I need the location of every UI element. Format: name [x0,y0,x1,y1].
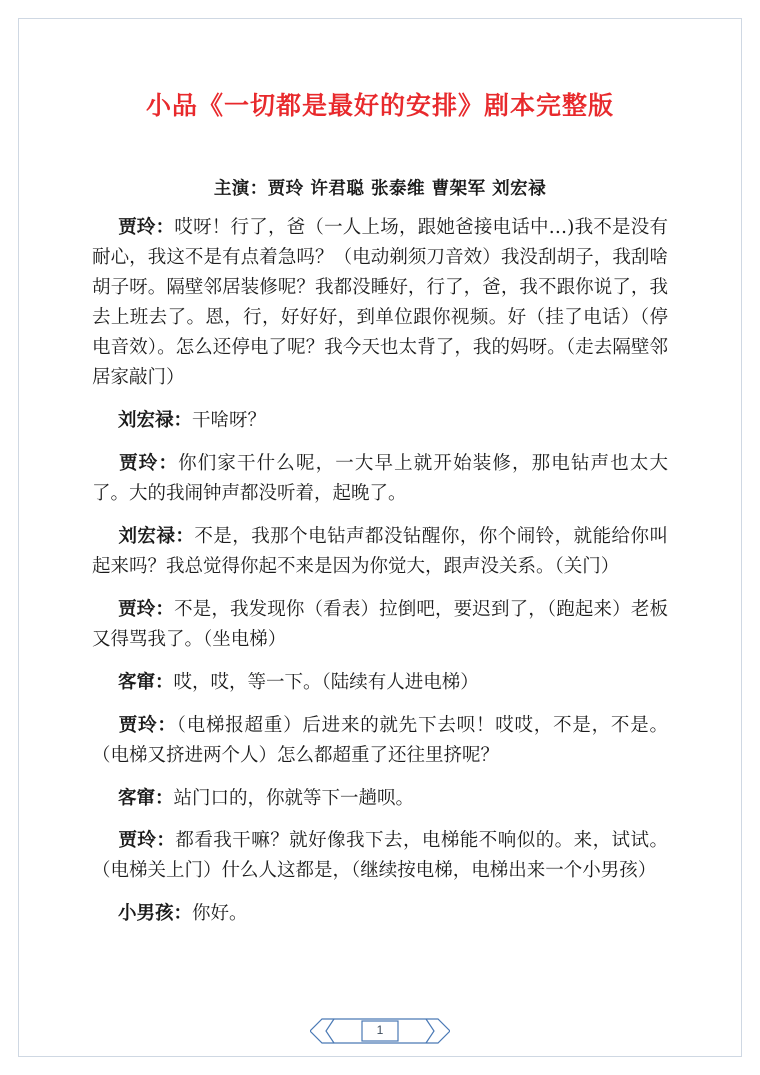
speaker-separator: ： [155,787,174,809]
page-title: 小品《一切都是最好的安排》剧本完整版 [145,91,614,120]
line-text: 站门口的，你就等下一趟呗。 [173,787,415,809]
cast-line: 主演：贾玲 许君聪 张泰维 曹架军 刘宏禄 [213,179,547,199]
speaker-separator: ： [175,525,195,547]
script-line [92,784,668,814]
line-text: 不是，我那个电钻声都没钻醒你，你个闹铃，就能给你叫起来吗？我总觉得你起不来是因为你觉大，跟声没关系。（关门） [92,525,668,577]
page-footer [0,1009,760,1049]
speaker-name: 刘宏禄 [118,409,174,431]
script-line [92,711,668,771]
speaker-separator: ： [155,598,175,620]
speaker-name: 小男孩 [118,903,174,925]
script-line [92,406,668,436]
script-line [92,213,668,393]
speaker-name: 贾玲 [118,714,158,736]
line-text: 干啥呀？ [192,409,267,431]
speaker-separator: ： [155,217,175,238]
document-content [92,70,668,929]
script-line [92,595,668,655]
speaker-separator: ： [157,714,177,736]
line-text: 你们家干什么呢，一大早上就开始装修，那电钻声也太大了。大的我闹钟声都没听着，起晚了。 [92,452,668,504]
speaker-name: 贾玲 [118,217,156,238]
line-text: 都看我干嘛？就好像我下去，电梯能不响似的。来，试试。（电梯关上门）什么人这都是，（继续按电梯，电梯出来一个小男孩） [92,830,668,882]
speaker-separator: ： [156,830,176,852]
script-line [92,899,668,929]
line-text: 哎呀！行了，爸（一人上场，跟她爸接电话中…)我不是没有耐心，我这不是有点着急吗？（电动剃须刀音效）我没刮胡子，我刮啥胡子呀。隔壁邻居装修呢？我都没睡好，行了，爸，我不跟你说了，我去上班去了。恩，行，好好好，到单位跟你视频。好（挂了电话）（停电音效）。怎么还停电了呢？我今天也太背了，我的妈呀。（走去隔壁邻居家敲门） [92,217,668,388]
speaker-separator: ： [155,671,174,693]
line-text: 你好。 [192,903,248,925]
speaker-name: 贾玲 [118,830,157,852]
script-line [92,522,668,582]
speaker-separator: ： [158,452,179,474]
line-text: 哎，哎，等一下。（陆续有人进电梯） [173,671,479,693]
line-text: 不是，我发现你（看表）拉倒吧，要迟到了，（跑起来）老板又得骂我了。（坐电梯） [92,598,668,650]
script-line [92,449,668,509]
speaker-name: 刘宏禄 [118,525,176,547]
line-text: （电梯报超重）后进来的就先下去呗！哎哎，不是，不是。（电梯又挤进两个人）怎么都超重了还往里挤呢？ [92,714,668,766]
script-line [92,826,668,886]
speaker-separator: ： [173,409,193,431]
speaker-name: 贾玲 [118,452,159,474]
speaker-name: 客窜 [118,671,156,693]
speaker-name: 贾玲 [118,598,156,620]
script-line [92,668,668,698]
speaker-separator: ： [173,903,193,925]
speaker-name: 客窜 [118,787,156,809]
page-number: 1 [376,1023,384,1037]
